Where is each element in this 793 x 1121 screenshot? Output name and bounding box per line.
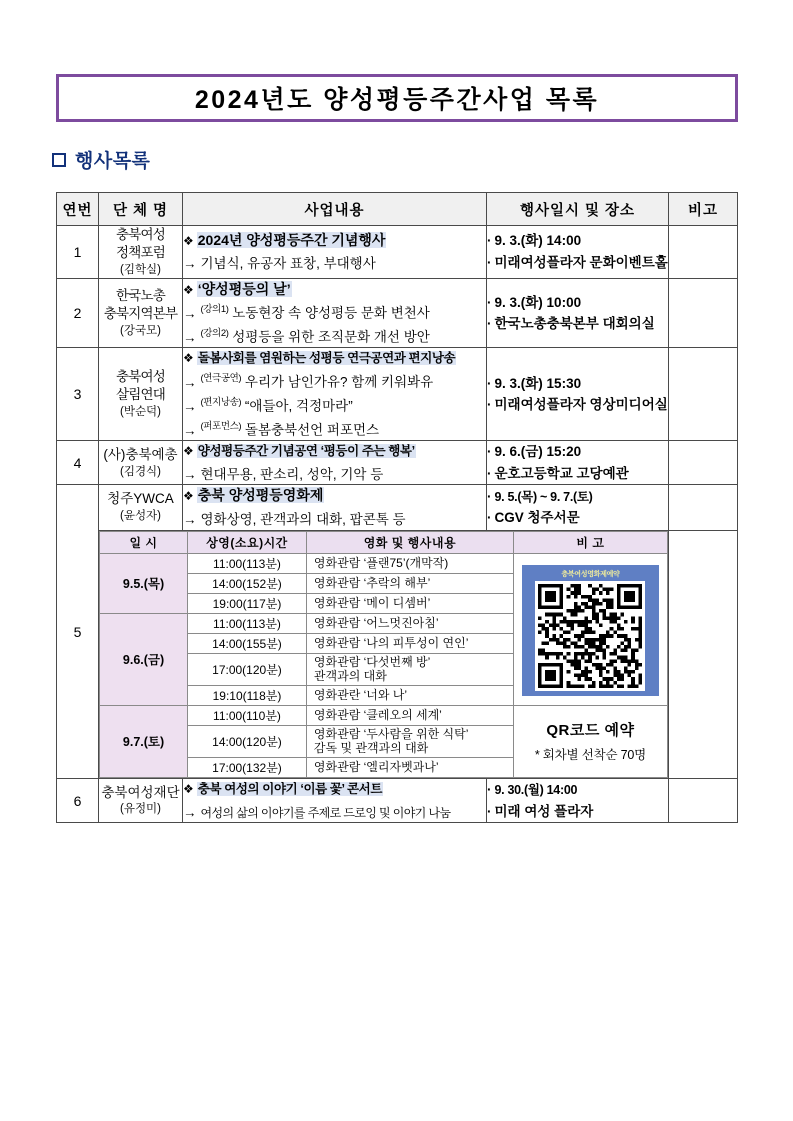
event-detail-tag: (연극공연) <box>200 373 242 385</box>
event-detail-line <box>183 372 486 392</box>
event-detail-line <box>183 803 486 823</box>
row-number-cell: 2 <box>57 278 99 348</box>
film-festival-row <box>57 530 738 779</box>
film-content-cell: 영화관람 ‘엘리자벳과나’ <box>306 758 513 778</box>
org-name-cell <box>99 485 183 530</box>
event-detail-text: “애들아, 걱정마라” <box>244 398 353 414</box>
event-detail-line <box>183 510 486 530</box>
event-datetime-venue-cell <box>487 348 669 441</box>
film-table-header-row <box>100 531 668 553</box>
event-description-cell <box>183 485 487 530</box>
event-title: 2024년 양성평등주간 기념행사 <box>197 231 386 248</box>
event-title-line <box>183 485 486 506</box>
document-title-box <box>56 74 738 122</box>
diamond-bullet-icon: ❖ <box>183 233 194 248</box>
org-name-cell <box>99 441 183 485</box>
table-row <box>57 441 738 485</box>
film-column-header-note: 비 고 <box>513 531 667 553</box>
org-leader: (박순덕) <box>120 406 161 419</box>
datetime-venue-line <box>487 463 668 485</box>
event-title-line <box>183 779 486 799</box>
film-content-cell: 영화관람 ‘두사람을 위한 식탁’ 감독 및 관객과의 대화 <box>306 725 513 757</box>
org-name: 충북여성 살림연대 <box>116 369 165 403</box>
datetime-venue-text: 9. 3.(화) 14:00 <box>494 233 582 249</box>
datetime-venue-line <box>487 441 668 463</box>
datetime-venue-text: 운호고등학교 고당예관 <box>494 465 629 481</box>
film-time-cell: 19:10(118분) <box>188 685 307 705</box>
note-cell <box>669 779 738 823</box>
film-date-cell: 9.5.(목) <box>100 553 188 613</box>
page-title: 2024년도 양성평등주간사업 목록 <box>194 86 600 114</box>
datetime-venue-line <box>487 230 668 252</box>
dot-bullet-icon: · <box>487 233 492 249</box>
dot-bullet-icon: · <box>487 510 492 526</box>
event-datetime-venue-cell <box>487 226 669 279</box>
film-content-cell: 영화관람 ‘메이 디셈버’ <box>306 593 513 613</box>
datetime-venue-line <box>487 394 668 416</box>
table-row <box>57 278 738 348</box>
datetime-venue-line <box>487 292 668 314</box>
column-header-no: 연번 <box>57 193 99 226</box>
event-detail-text: 현대무용, 판소리, 성악, 기악 등 <box>200 466 384 482</box>
datetime-venue-text: 9. 6.(금) 15:20 <box>494 444 582 460</box>
org-name: 한국노총 충북지역본부 <box>103 288 178 322</box>
event-datetime-venue-cell <box>487 278 669 348</box>
org-leader: (윤성자) <box>120 510 161 523</box>
film-content-cell: 영화관람 ‘플랜75’(개막작) <box>306 553 513 573</box>
datetime-venue-text: 9. 30.(월) 14:00 <box>494 783 578 798</box>
datetime-venue-text: 미래여성플라자 문화이벤트홀 <box>494 254 668 270</box>
datetime-venue-line <box>487 486 668 508</box>
note-cell <box>669 485 738 530</box>
diamond-bullet-icon: ❖ <box>183 489 194 504</box>
arrow-icon: → <box>183 466 197 482</box>
event-detail-text: 돌봄충북선언 퍼포먼스 <box>244 422 380 438</box>
event-detail-text: 영화상영, 관객과의 대화, 팝콘톡 등 <box>200 511 406 527</box>
org-name-cell <box>99 226 183 279</box>
section-title: 행사목록 <box>75 151 151 172</box>
film-content-cell: 영화관람 ‘다섯번째 방’ 관객과의 대화 <box>306 653 513 685</box>
event-title: 돌봄사회를 염원하는 성평등 연극공연과 편지낭송 <box>197 351 456 366</box>
film-time-cell: 14:00(152분) <box>188 573 307 593</box>
film-date-cell: 9.7.(토) <box>100 705 188 777</box>
event-title-line <box>183 279 486 300</box>
diamond-bullet-icon: ❖ <box>183 444 194 459</box>
org-leader: (강국모) <box>120 324 161 337</box>
event-description-cell <box>183 278 487 348</box>
org-name-cell <box>99 348 183 441</box>
row-number-cell: 6 <box>57 779 99 823</box>
event-detail-text: 성평등을 위한 조직문화 개선 방안 <box>232 329 430 345</box>
event-title: 충북 여성의 이야기 ‘이름 꽃’ 콘서트 <box>197 782 383 797</box>
qr-code-image[interactable] <box>535 581 645 691</box>
event-detail-text: 우리가 남인가유? 함께 키워봐유 <box>244 374 434 390</box>
datetime-venue-line <box>487 252 668 274</box>
event-description-cell <box>183 226 487 279</box>
qr-reservation-title: QR코드 예약 <box>546 722 635 740</box>
event-title-line <box>183 441 486 461</box>
film-content-cell: 영화관람 ‘추락의 해부’ <box>306 573 513 593</box>
dot-bullet-icon: · <box>487 465 492 481</box>
datetime-venue-text: 미래 여성 플라자 <box>494 803 594 819</box>
diamond-bullet-icon: ❖ <box>183 351 194 366</box>
event-title: 양성평등주간 기념공연 ‘평등이 주는 행복’ <box>197 444 415 459</box>
org-name: (사)충북예총 <box>103 446 178 462</box>
film-schedule-table <box>99 531 668 779</box>
event-detail-tag: (퍼포먼스) <box>200 421 242 433</box>
film-column-header-content: 영화 및 행사내용 <box>306 531 513 553</box>
org-name-cell <box>99 779 183 823</box>
org-leader: (유정미) <box>120 803 161 816</box>
film-time-cell: 17:00(132분) <box>188 758 307 778</box>
event-detail-line <box>183 396 486 416</box>
qr-reservation-subtitle: * 회차별 선착순 70명 <box>534 748 646 763</box>
datetime-venue-line <box>487 801 668 823</box>
diamond-bullet-icon: ❖ <box>183 782 194 797</box>
event-detail-tag: (강의2) <box>200 328 229 340</box>
datetime-venue-text: 한국노총충북본부 대회의실 <box>494 316 655 332</box>
arrow-icon: → <box>183 511 197 527</box>
square-icon <box>52 153 66 167</box>
dot-bullet-icon: · <box>487 294 492 310</box>
dot-bullet-icon: · <box>487 444 492 460</box>
table-header-row <box>57 193 738 226</box>
event-detail-tag: (강의1) <box>200 304 229 316</box>
film-column-header-time: 상영(소요)시간 <box>188 531 307 553</box>
note-cell <box>669 530 738 779</box>
event-datetime-venue-cell <box>487 441 669 485</box>
dot-bullet-icon: · <box>487 375 492 391</box>
note-cell <box>669 226 738 279</box>
arrow-icon: → <box>183 256 197 272</box>
arrow-icon: → <box>183 398 197 414</box>
film-date-cell: 9.6.(금) <box>100 613 188 705</box>
datetime-venue-line <box>487 779 668 801</box>
datetime-venue-text: 9. 5.(목) ~ 9. 7.(토) <box>494 489 593 504</box>
event-description-cell <box>183 779 487 823</box>
film-time-cell: 11:00(113분) <box>188 613 307 633</box>
qr-code-banner[interactable] <box>522 565 659 696</box>
column-header-org: 단 체 명 <box>99 193 183 226</box>
column-header-note: 비고 <box>669 193 738 226</box>
event-detail-line <box>183 327 486 347</box>
arrow-icon: → <box>183 305 197 321</box>
event-detail-line <box>183 303 486 323</box>
event-detail-text: 여성의 삶의 이야기를 주제로 드로잉 및 이야기 나눔 <box>200 805 451 820</box>
table-row <box>57 485 738 530</box>
event-detail-tag: (편지낭송) <box>200 397 242 409</box>
film-content-cell: 영화관람 ‘어느멋진아침’ <box>306 613 513 633</box>
section-header <box>52 146 150 173</box>
dot-bullet-icon: · <box>487 803 492 819</box>
event-datetime-venue-cell <box>487 779 669 823</box>
note-cell <box>669 278 738 348</box>
table-row <box>57 779 738 823</box>
table-row <box>57 348 738 441</box>
qr-reservation-note-cell <box>513 705 667 777</box>
event-description-cell <box>183 441 487 485</box>
dot-bullet-icon: · <box>487 254 492 270</box>
datetime-venue-text: 미래여성플라자 영상미디어실 <box>494 397 668 413</box>
org-leader: (김학실) <box>120 263 161 276</box>
column-header-desc: 사업내용 <box>183 193 487 226</box>
table-row <box>57 226 738 279</box>
dot-bullet-icon: · <box>487 488 492 504</box>
dot-bullet-icon: · <box>487 316 492 332</box>
row-number-cell: 3 <box>57 348 99 441</box>
qr-banner-caption: 충북여성영화제예약 <box>561 571 620 579</box>
dot-bullet-icon: · <box>487 397 492 413</box>
datetime-venue-line <box>487 507 668 529</box>
event-detail-text: 기념식, 유공자 표창, 부대행사 <box>200 256 376 272</box>
org-name: 청주YWCA <box>107 491 174 507</box>
film-content-cell: 영화관람 ‘나의 피투성이 연인’ <box>306 633 513 653</box>
event-title: 충북 양성평등영화제 <box>197 487 324 504</box>
event-detail-text: 노동현장 속 양성평등 문화 변천사 <box>232 305 430 321</box>
film-content-cell: 영화관람 ‘클레오의 세계’ <box>306 705 513 725</box>
event-detail-line <box>183 465 486 485</box>
film-content-cell: 영화관란 ‘너와 나’ <box>306 685 513 705</box>
film-session-row <box>100 553 668 573</box>
film-session-row <box>100 705 668 725</box>
film-time-cell: 11:00(110분) <box>188 705 307 725</box>
event-detail-line <box>183 254 486 274</box>
row-number-cell: 4 <box>57 441 99 485</box>
note-cell <box>669 348 738 441</box>
arrow-icon: → <box>183 422 197 438</box>
diamond-bullet-icon: ❖ <box>183 282 194 297</box>
org-name: 충북여성 정책포럼 <box>116 227 165 260</box>
row-number-cell: 5 <box>57 485 99 779</box>
org-leader: (김경식) <box>120 465 161 478</box>
film-column-header-date: 일 시 <box>100 531 188 553</box>
qr-banner-cell <box>513 553 667 705</box>
row-number-cell: 1 <box>57 226 99 279</box>
event-list-table <box>56 192 738 823</box>
datetime-venue-text: 9. 3.(화) 10:00 <box>494 294 582 310</box>
arrow-icon: → <box>183 804 197 820</box>
film-time-cell: 17:00(120분) <box>188 653 307 685</box>
event-datetime-venue-cell <box>487 485 669 530</box>
datetime-venue-text: 9. 3.(화) 15:30 <box>494 375 582 391</box>
film-schedule-container <box>99 530 669 779</box>
event-title: ‘양성평등의 날’ <box>197 280 291 297</box>
event-title-line <box>183 230 486 251</box>
dot-bullet-icon: · <box>487 782 492 798</box>
event-title-line <box>183 348 486 368</box>
datetime-venue-line <box>487 313 668 335</box>
org-name: 충북여성재단 <box>101 784 180 800</box>
arrow-icon: → <box>183 329 197 345</box>
datetime-venue-line <box>487 373 668 395</box>
film-time-cell: 19:00(117분) <box>188 593 307 613</box>
film-time-cell: 14:00(120분) <box>188 725 307 757</box>
film-time-cell: 14:00(155분) <box>188 633 307 653</box>
datetime-venue-text: CGV 청주서문 <box>494 510 580 526</box>
arrow-icon: → <box>183 374 197 390</box>
org-name-cell <box>99 278 183 348</box>
note-cell <box>669 441 738 485</box>
event-description-cell <box>183 348 487 441</box>
film-time-cell: 11:00(113분) <box>188 553 307 573</box>
column-header-when: 행사일시 및 장소 <box>487 193 669 226</box>
event-detail-line <box>183 420 486 440</box>
